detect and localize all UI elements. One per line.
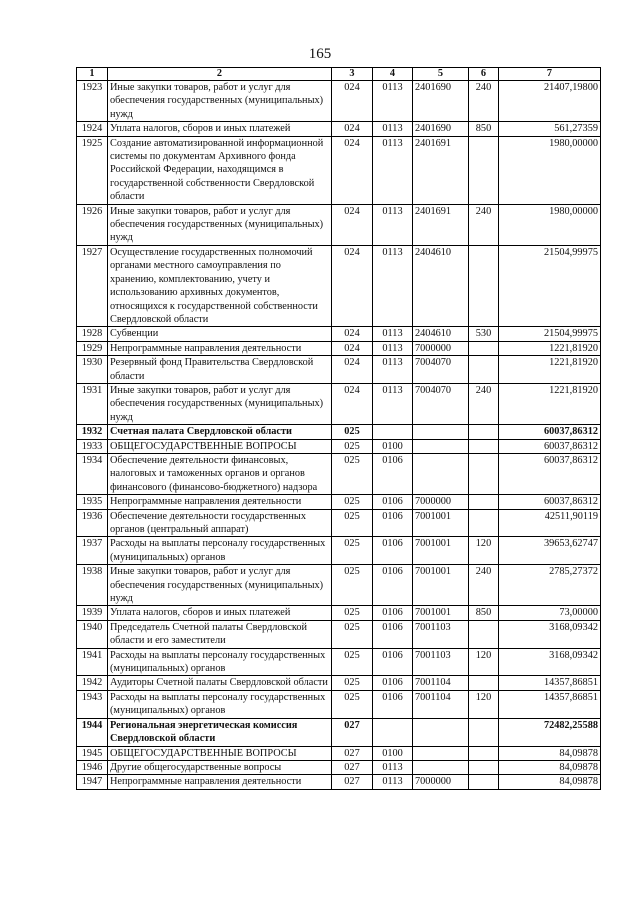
budget-table [76,67,601,790]
admin-code: 027 [332,746,373,760]
expense-type-code: 240 [469,204,499,245]
row-amount: 1980,00000 [499,204,601,245]
section-code: 0113 [373,775,413,789]
row-name: Уплата налогов, сборов и иных платежей [108,122,332,136]
row-amount: 14357,86851 [499,690,601,718]
target-article-code: 7000000 [413,341,469,355]
row-number: 1933 [77,439,108,453]
table-row [77,746,601,760]
section-code: 0113 [373,356,413,384]
admin-code: 025 [332,537,373,565]
expense-type-code: 120 [469,690,499,718]
row-number: 1923 [77,81,108,122]
row-name: ОБЩЕГОСУДАРСТВЕННЫЕ ВОПРОСЫ [108,746,332,760]
row-name: Расходы на выплаты персоналу государственных (муниципальных) органов [108,690,332,718]
row-number: 1941 [77,648,108,676]
target-article-code: 2401691 [413,204,469,245]
table-header-row [77,68,601,81]
row-name: Субвенции [108,327,332,341]
row-name: Уплата налогов, сборов и иных платежей [108,606,332,620]
target-article-code [413,453,469,494]
row-number: 1940 [77,620,108,648]
row-number: 1929 [77,341,108,355]
expense-type-code [469,509,499,537]
expense-type-code: 240 [469,565,499,606]
row-amount: 1980,00000 [499,136,601,204]
table-row [77,439,601,453]
table-row [77,565,601,606]
row-amount: 21504,99975 [499,327,601,341]
column-header: 2 [108,68,332,81]
column-header: 3 [332,68,373,81]
admin-code: 025 [332,509,373,537]
target-article-code [413,718,469,746]
admin-code: 025 [332,495,373,509]
section-code [373,718,413,746]
target-article-code: 7000000 [413,495,469,509]
row-number: 1935 [77,495,108,509]
target-article-code: 7001001 [413,565,469,606]
row-amount: 14357,86851 [499,676,601,690]
row-amount: 21504,99975 [499,245,601,326]
admin-code: 024 [332,136,373,204]
row-name: Обеспечение деятельности финансовых, налоговых и таможенных органов и органов финансового (финансово-бюджетного) надзора [108,453,332,494]
expense-type-code [469,439,499,453]
admin-code: 025 [332,620,373,648]
admin-code: 025 [332,425,373,439]
table-row [77,495,601,509]
expense-type-code: 240 [469,383,499,424]
admin-code: 025 [332,439,373,453]
target-article-code: 7001104 [413,690,469,718]
row-name: Непрограммные направления деятельности [108,341,332,355]
expense-type-code: 850 [469,122,499,136]
row-name: Председатель Счетной палаты Свердловской области и его заместители [108,620,332,648]
section-code: 0113 [373,122,413,136]
admin-code: 024 [332,327,373,341]
target-article-code: 7001001 [413,606,469,620]
row-amount: 84,09878 [499,760,601,774]
table-row [77,341,601,355]
admin-code: 025 [332,648,373,676]
target-article-code: 7001104 [413,676,469,690]
admin-code: 024 [332,204,373,245]
expense-type-code: 120 [469,648,499,676]
expense-type-code [469,453,499,494]
section-code: 0113 [373,760,413,774]
expense-type-code: 240 [469,81,499,122]
row-number: 1925 [77,136,108,204]
section-code: 0113 [373,204,413,245]
row-amount: 60037,86312 [499,439,601,453]
expense-type-code: 530 [469,327,499,341]
section-code: 0106 [373,565,413,606]
section-code: 0113 [373,327,413,341]
expense-type-code [469,136,499,204]
table-row [77,775,601,789]
row-name: Иные закупки товаров, работ и услуг для обеспечения государственных (муниципальных) нужд [108,565,332,606]
admin-code: 024 [332,81,373,122]
table-row [77,122,601,136]
expense-type-code: 120 [469,537,499,565]
table-row [77,425,601,439]
section-code: 0106 [373,453,413,494]
row-number: 1946 [77,760,108,774]
row-number: 1938 [77,565,108,606]
expense-type-code [469,718,499,746]
section-code: 0113 [373,136,413,204]
target-article-code: 2401691 [413,136,469,204]
target-article-code [413,746,469,760]
section-code: 0113 [373,81,413,122]
row-name: Иные закупки товаров, работ и услуг для обеспечения государственных (муниципальных) нужд [108,81,332,122]
row-name: Непрограммные направления деятельности [108,495,332,509]
row-number: 1930 [77,356,108,384]
row-name: ОБЩЕГОСУДАРСТВЕННЫЕ ВОПРОСЫ [108,439,332,453]
row-amount: 39653,62747 [499,537,601,565]
admin-code: 027 [332,760,373,774]
admin-code: 025 [332,453,373,494]
section-code: 0106 [373,648,413,676]
row-number: 1927 [77,245,108,326]
row-amount: 3168,09342 [499,648,601,676]
row-name: Иные закупки товаров, работ и услуг для обеспечения государственных (муниципальных) нужд [108,383,332,424]
row-amount: 21407,19800 [499,81,601,122]
expense-type-code [469,341,499,355]
row-name: Аудиторы Счетной палаты Свердловской области [108,676,332,690]
row-number: 1944 [77,718,108,746]
column-header: 5 [413,68,469,81]
admin-code: 025 [332,565,373,606]
admin-code: 024 [332,356,373,384]
admin-code: 027 [332,775,373,789]
admin-code: 024 [332,245,373,326]
expense-type-code [469,425,499,439]
target-article-code: 7004070 [413,356,469,384]
row-amount: 2785,27372 [499,565,601,606]
section-code: 0106 [373,620,413,648]
table-row [77,620,601,648]
row-number: 1942 [77,676,108,690]
table-row [77,648,601,676]
table-row [77,245,601,326]
row-name: Обеспечение деятельности государственных органов (центральный аппарат) [108,509,332,537]
target-article-code: 7001103 [413,648,469,676]
target-article-code: 2401690 [413,122,469,136]
expense-type-code [469,775,499,789]
table-row [77,760,601,774]
expense-type-code [469,746,499,760]
column-header: 7 [499,68,601,81]
section-code: 0100 [373,746,413,760]
row-number: 1932 [77,425,108,439]
admin-code: 024 [332,122,373,136]
row-number: 1936 [77,509,108,537]
admin-code: 025 [332,676,373,690]
row-name: Непрограммные направления деятельности [108,775,332,789]
admin-code: 027 [332,718,373,746]
row-name: Осуществление государственных полномочий органами местного самоуправления по хранению, комплектованию, учету и использованию архивных документов, относящихся к государственной собственности Свердловской области [108,245,332,326]
target-article-code: 7001001 [413,509,469,537]
row-name: Счетная палата Свердловской области [108,425,332,439]
section-code: 0106 [373,509,413,537]
row-name: Создание автоматизированной информационной системы по документам Архивного фонда Российской Федерации, находящимся в государственной собственности Свердловской области [108,136,332,204]
table-row [77,537,601,565]
row-amount: 3168,09342 [499,620,601,648]
table-row [77,676,601,690]
row-number: 1947 [77,775,108,789]
section-code: 0106 [373,676,413,690]
section-code: 0106 [373,606,413,620]
row-amount: 60037,86312 [499,425,601,439]
expense-type-code [469,620,499,648]
row-number: 1928 [77,327,108,341]
row-number: 1934 [77,453,108,494]
admin-code: 024 [332,341,373,355]
table-row [77,327,601,341]
row-name: Другие общегосударственные вопросы [108,760,332,774]
row-name: Региональная энергетическая комиссия Свердловской области [108,718,332,746]
row-number: 1924 [77,122,108,136]
section-code: 0113 [373,383,413,424]
table-row [77,690,601,718]
column-header: 6 [469,68,499,81]
target-article-code [413,760,469,774]
target-article-code [413,439,469,453]
section-code: 0106 [373,495,413,509]
target-article-code: 7000000 [413,775,469,789]
row-name: Резервный фонд Правительства Свердловской области [108,356,332,384]
row-amount: 1221,81920 [499,383,601,424]
table-row [77,606,601,620]
expense-type-code [469,245,499,326]
target-article-code: 7004070 [413,383,469,424]
target-article-code: 2404610 [413,327,469,341]
table-row [77,136,601,204]
section-code: 0100 [373,439,413,453]
target-article-code: 2401690 [413,81,469,122]
row-number: 1937 [77,537,108,565]
page-number: 165 [308,46,332,62]
row-name: Иные закупки товаров, работ и услуг для обеспечения государственных (муниципальных) нужд [108,204,332,245]
row-amount: 72482,25588 [499,718,601,746]
expense-type-code [469,495,499,509]
table-row [77,204,601,245]
row-amount: 73,00000 [499,606,601,620]
section-code: 0106 [373,537,413,565]
row-number: 1945 [77,746,108,760]
row-amount: 84,09878 [499,746,601,760]
table-row [77,383,601,424]
section-code: 0113 [373,341,413,355]
expense-type-code [469,676,499,690]
row-number: 1926 [77,204,108,245]
table-row [77,718,601,746]
column-header: 1 [77,68,108,81]
expense-type-code [469,356,499,384]
row-number: 1931 [77,383,108,424]
row-amount: 60037,86312 [499,453,601,494]
row-name: Расходы на выплаты персоналу государственных (муниципальных) органов [108,537,332,565]
section-code: 0106 [373,690,413,718]
row-amount: 1221,81920 [499,341,601,355]
row-name: Расходы на выплаты персоналу государственных (муниципальных) органов [108,648,332,676]
section-code [373,425,413,439]
section-code: 0113 [373,245,413,326]
expense-type-code [469,760,499,774]
target-article-code [413,425,469,439]
admin-code: 025 [332,606,373,620]
table-row [77,509,601,537]
admin-code: 025 [332,690,373,718]
column-header: 4 [373,68,413,81]
row-amount: 561,27359 [499,122,601,136]
expense-type-code: 850 [469,606,499,620]
table-row [77,356,601,384]
admin-code: 024 [332,383,373,424]
row-amount: 1221,81920 [499,356,601,384]
table-row [77,453,601,494]
row-amount: 60037,86312 [499,495,601,509]
row-number: 1939 [77,606,108,620]
table-row [77,81,601,122]
target-article-code: 2404610 [413,245,469,326]
row-number: 1943 [77,690,108,718]
target-article-code: 7001103 [413,620,469,648]
row-amount: 84,09878 [499,775,601,789]
target-article-code: 7001001 [413,537,469,565]
row-amount: 42511,90119 [499,509,601,537]
